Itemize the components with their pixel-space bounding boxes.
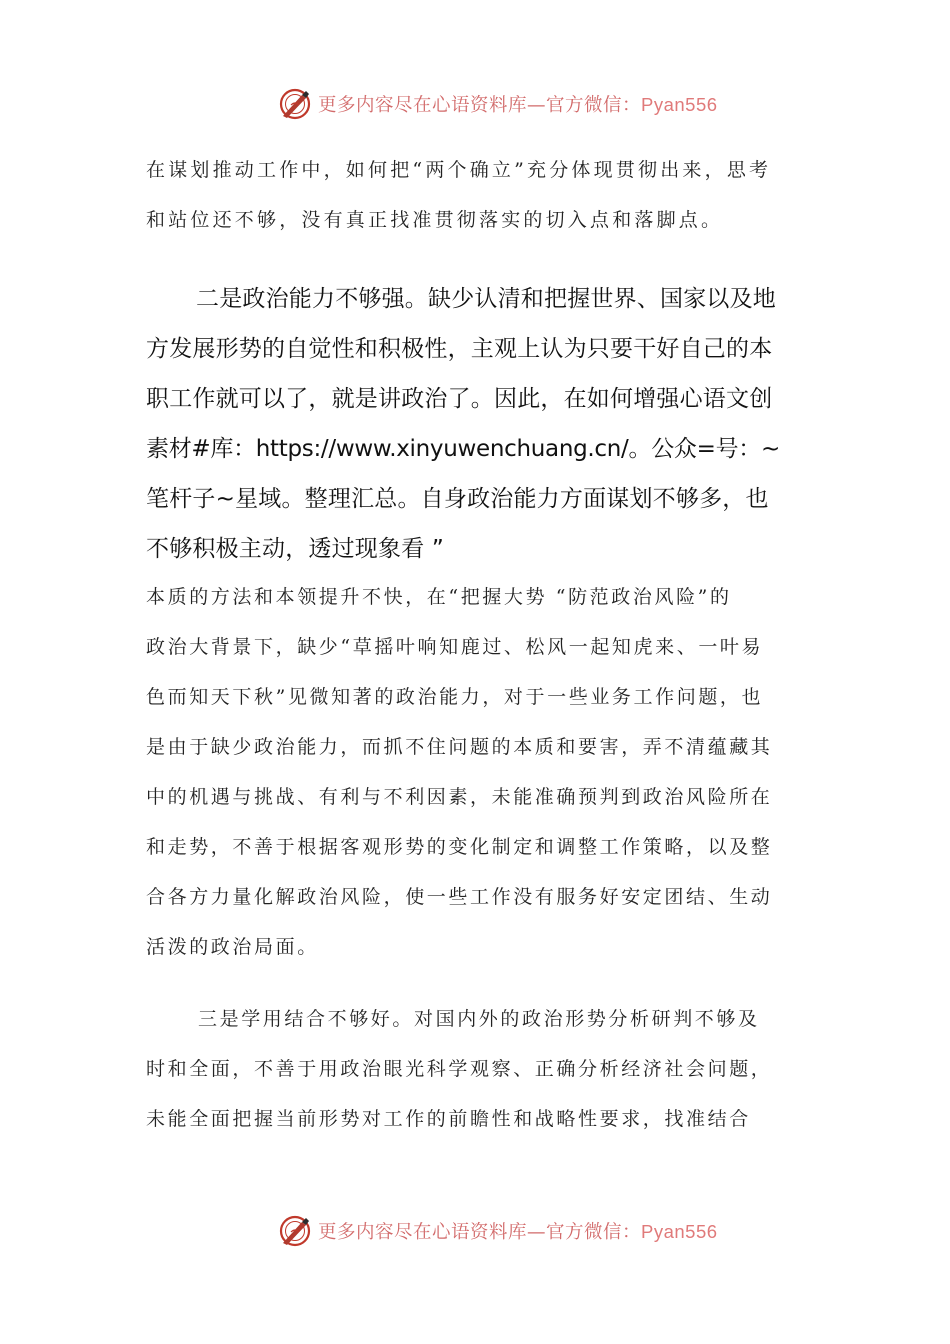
paragraph-line: 本质的方法和本领提升不快，在“把握大势 “防范政治风险”的 [146, 586, 732, 608]
paragraph-1 [146, 145, 796, 245]
paragraph-line: 和站位还不够，没有真正找准贯彻落实的切入点和落脚点。 [146, 209, 724, 231]
footer-banner [278, 1211, 778, 1251]
paragraph-line: 色而知天下秋”见微知著的政治能力，对于一些业务工作问题，也 [146, 686, 764, 708]
paragraph-3 [146, 572, 796, 972]
paragraph-line: 素材#库：https://www.xinyuwenchuang.cn/。公众=号：~ [146, 436, 780, 462]
paragraph-line: 职工作就可以了，就是讲政治了。因此，在如何增强心语文创 [146, 386, 773, 412]
paragraph-line: 未能全面把握当前形势对工作的前瞻性和战略性要求，找准结合 [146, 1108, 751, 1130]
paragraph-line: 和走势，不善于根据客观形势的变化制定和调整工作策略，以及整 [146, 836, 773, 858]
paragraph-line: 时和全面，不善于用政治眼光科学观察、正确分析经济社会问题， [146, 1058, 773, 1080]
pen-seal-logo-icon [278, 1214, 312, 1248]
paragraph-line: 不够积极主动，透过现象看 ” [146, 536, 445, 562]
paragraph-line: 方发展形势的自觉性和积极性，主观上认为只要干好自己的本 [146, 336, 773, 362]
paragraph-line: 在谋划推动工作中，如何把“两个确立”充分体现贯彻出来，思考 [146, 159, 772, 181]
paragraph-2 [146, 274, 796, 574]
paragraph-line: 合各方力量化解政治风险，使一些工作没有服务好安定团结、生动 [146, 886, 773, 908]
paragraph-line: 三是学用结合不够好。对国内外的政治形势分析研判不够及 [198, 1008, 760, 1030]
header-wechat-id: Pyan556 [641, 94, 718, 115]
paragraph-line: 笔杆子~星域。整理汇总。自身政治能力方面谋划不够多，也 [146, 486, 769, 512]
paragraph-line: 活泼的政治局面。 [146, 936, 319, 958]
header-banner-text: 更多内容尽在心语资料库—官方微信：Pyan556 [318, 94, 718, 116]
footer-banner-text: 更多内容尽在心语资料库—官方微信：Pyan556 [318, 1221, 718, 1243]
paragraph-4 [146, 994, 796, 1144]
paragraph-line: 是由于缺少政治能力，而抓不住问题的本质和要害，弄不清蕴藏其 [146, 736, 773, 758]
pen-seal-logo-icon [278, 87, 312, 121]
header-banner [278, 84, 778, 124]
paragraph-line: 政治大背景下，缺少“草摇叶响知鹿过、松风一起知虎来、一叶易 [146, 636, 764, 658]
paragraph-line: 二是政治能力不够强。缺少认清和把握世界、国家以及地 [196, 286, 776, 312]
paragraph-line: 中的机遇与挑战、有利与不利因素，未能准确预判到政治风险所在 [146, 786, 773, 808]
footer-wechat-id: Pyan556 [641, 1221, 718, 1242]
